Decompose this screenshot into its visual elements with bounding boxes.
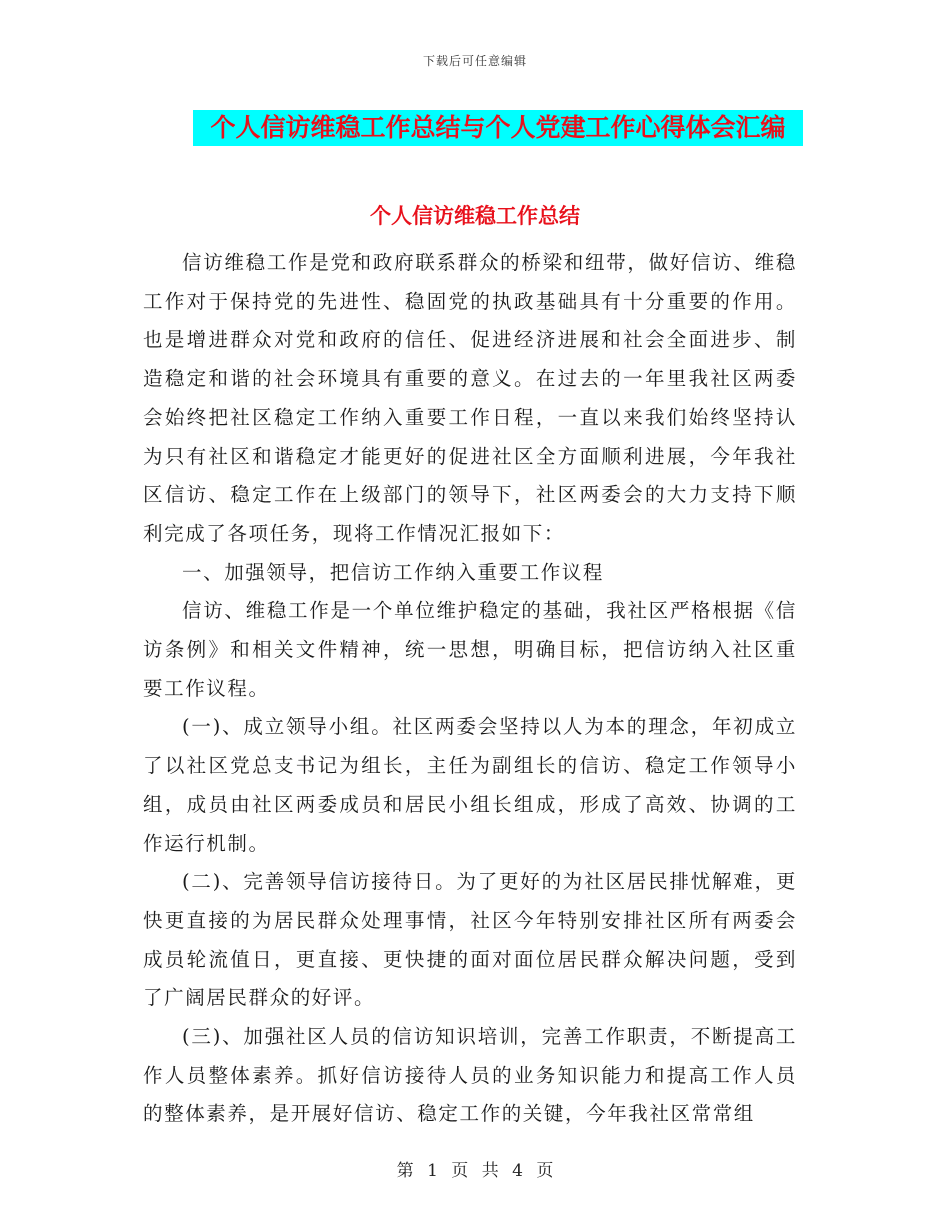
paragraph-item-2: (二)、完善领导信访接待日。为了更好的为社区居民排忧解难，更快更直接的为居民群众处理事情，社区今年特别安排社区所有两委会成员轮流值日，更直接、更快捷的面对面位居民群众解决问题，受到了广阔居民群众的好评。 [143, 870, 797, 1010]
page-header-note: 下载后可任意编辑 [422, 54, 527, 68]
document-title: 个人信访维稳工作总结与个人党建工作心得体会汇编 [210, 113, 786, 142]
section-title: 个人信访维稳工作总结 [370, 204, 580, 228]
document-body [143, 244, 797, 1134]
page-number-footer: 第 1 页 共 4 页 [396, 1161, 554, 1181]
paragraph-intro: 信访维稳工作是党和政府联系群众的桥梁和纽带，做好信访、维稳工作对于保持党的先进性、稳固党的执政基础具有十分重要的作用。也是增进群众对党和政府的信任、促进经济进展和社会全面进步、制造稳定和谐的社会环境具有重要的意义。在过去的一年里我社区两委会始终把社区稳定工作纳入重要工作日程，一直以来我们始终坚持认为只有社区和谐稳定才能更好的促进社区全方面顺利进展，今年我社区信访、稳定工作在上级部门的领导下，社区两委会的大力支持下顺利完成了各项任务，现将工作情况汇报如下： [143, 251, 797, 545]
paragraph-item-1: (一)、成立领导小组。社区两委会坚持以人为本的理念，年初成立了以社区党总支书记为组长，主任为副组长的信访、稳定工作领导小组，成员由社区两委成员和居民小组长组成，形成了高效、协调的工作运行机制。 [143, 715, 797, 855]
paragraph-heading-1: 一、加强领导，把信访工作纳入重要工作议程 [182, 560, 605, 584]
document-title-highlight [193, 110, 803, 146]
paragraph-item-3: (三)、加强社区人员的信访知识培训，完善工作职责，不断提高工作人员整体素养。抓好信访接待人员的业务知识能力和提高工作人员的整体素养，是开展好信访、稳定工作的关键，今年我社区常常组 [143, 1025, 797, 1126]
paragraph-section-1-intro: 信访、维稳工作是一个单位维护稳定的基础，我社区严格根据《信访条例》和相关文件精神，统一思想，明确目标，把信访纳入社区重要工作议程。 [143, 599, 797, 700]
